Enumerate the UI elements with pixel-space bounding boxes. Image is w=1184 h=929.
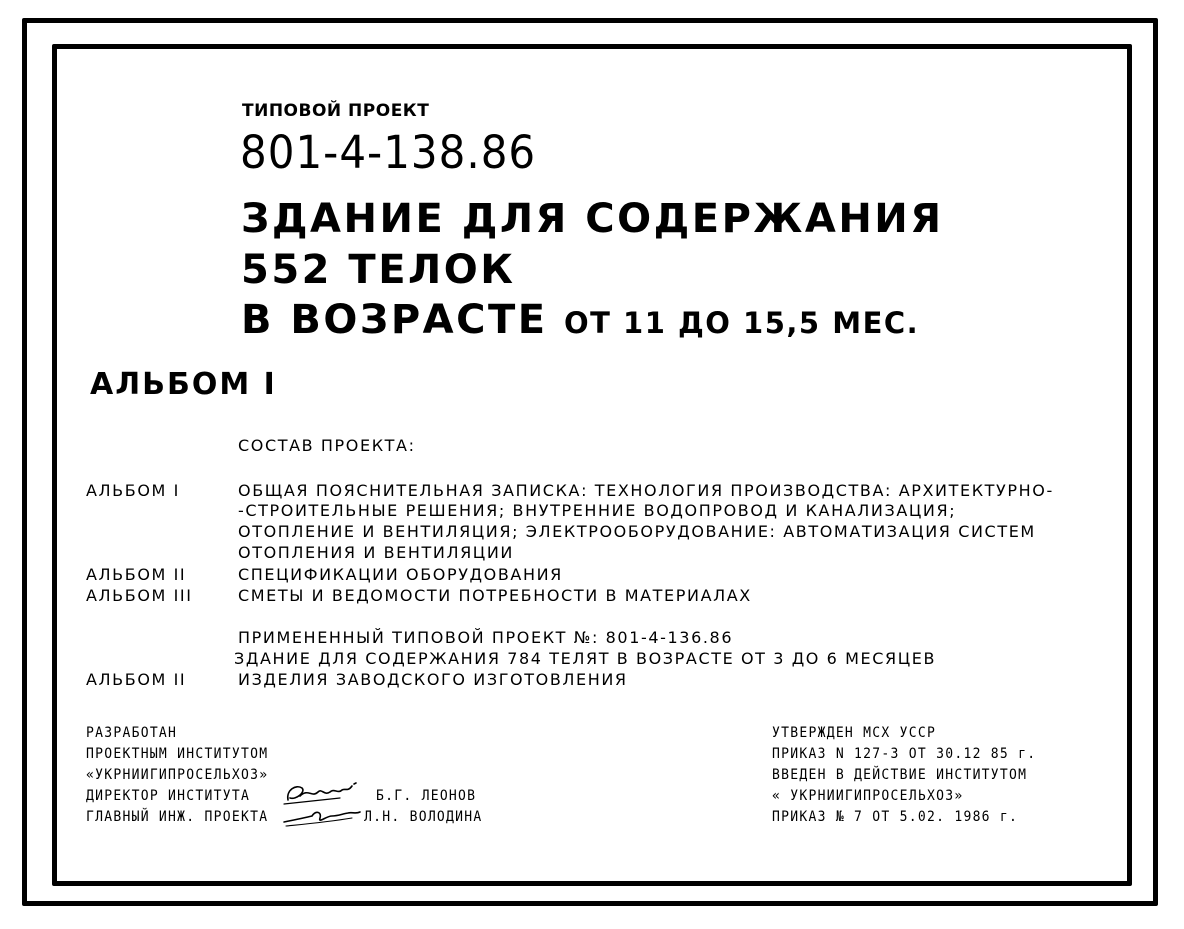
title-line-3-rest: ОТ 11 ДО 15,5 МЕС. — [564, 306, 920, 340]
composition-album-1-line: ОТОПЛЕНИЯ И ВЕНТИЛЯЦИИ — [238, 543, 514, 562]
composition-heading: СОСТАВ ПРОЕКТА: — [238, 436, 416, 455]
developed-line: «УКРНИИГИПРОСЕЛЬХОЗ» — [86, 767, 269, 783]
applied-project-line: ПРИМЕНЕННЫЙ ТИПОВОЙ ПРОЕКТ №: 801-4-136.86 — [238, 628, 734, 647]
composition-album-3-label: АЛЬБОМ III — [86, 586, 193, 605]
composition-album-3-line: СМЕТЫ И ВЕДОМОСТИ ПОТРЕБНОСТИ В МАТЕРИАЛАХ — [238, 586, 752, 605]
applied-project-title: ЗДАНИЕ ДЛЯ СОДЕРЖАНИЯ 784 ТЕЛЯТ В ВОЗРАСТЕ ОТ 3 ДО 6 МЕСЯЦЕВ — [234, 649, 937, 668]
director-label: ДИРЕКТОР ИНСТИТУТА — [86, 788, 251, 804]
engineer-name: Л.Н. ВОЛОДИНА — [364, 809, 483, 825]
composition-album-2-label: АЛЬБОМ II — [86, 565, 187, 584]
developed-line: ПРОЕКТНЫМ ИНСТИТУТОМ — [86, 746, 269, 762]
composition-album-1-label: АЛЬБОМ I — [86, 481, 180, 500]
composition-album-1-line: ОТОПЛЕНИЕ И ВЕНТИЛЯЦИЯ; ЭЛЕКТРООБОРУДОВАНИЕ: АВТОМАТИЗАЦИЯ СИСТЕМ — [238, 522, 1036, 541]
developed-line: РАЗРАБОТАН — [86, 725, 178, 741]
composition-album-2-line: СПЕЦИФИКАЦИИ ОБОРУДОВАНИЯ — [238, 565, 563, 584]
applied-album-line: ИЗДЕЛИЯ ЗАВОДСКОГО ИЗГОТОВЛЕНИЯ — [238, 670, 628, 689]
engineer-label: ГЛАВНЫЙ ИНЖ. ПРОЕКТА — [86, 809, 269, 825]
applied-album-label: АЛЬБОМ II — [86, 670, 187, 689]
engineer-signature — [282, 804, 362, 832]
title-line-3-main: В ВОЗРАСТЕ — [241, 297, 548, 343]
project-type-label: ТИПОВОЙ ПРОЕКТ — [242, 101, 430, 121]
title-line-1: ЗДАНИЕ ДЛЯ СОДЕРЖАНИЯ — [241, 196, 944, 242]
approved-line: ПРИКАЗ N 127-3 ОТ 30.12 85 г. — [772, 746, 1037, 762]
album-title: АЛЬБОМ I — [90, 367, 277, 402]
approved-line: ПРИКАЗ № 7 ОТ 5.02. 1986 г. — [772, 809, 1019, 825]
approved-line: ВВЕДЕН В ДЕЙСТВИЕ ИНСТИТУТОМ — [772, 767, 1028, 783]
approved-line: « УКРНИИГИПРОСЕЛЬХОЗ» — [772, 788, 964, 804]
director-name: Б.Г. ЛЕОНОВ — [376, 788, 477, 804]
title-line-3 — [241, 297, 919, 343]
project-number: 801-4-138.86 — [240, 126, 537, 179]
composition-album-1-line: ОБЩАЯ ПОЯСНИТЕЛЬНАЯ ЗАПИСКА: ТЕХНОЛОГИЯ ПРОИЗВОДСТВА: АРХИТЕКТУРНО- — [238, 481, 1054, 500]
title-line-2: 552 ТЕЛОК — [241, 247, 516, 293]
approved-line: УТВЕРЖДЕН МСХ УССР — [772, 725, 937, 741]
composition-album-1-line: -СТРОИТЕЛЬНЫЕ РЕШЕНИЯ; ВНУТРЕННИЕ ВОДОПРОВОД И КАНАЛИЗАЦИЯ; — [238, 501, 957, 520]
